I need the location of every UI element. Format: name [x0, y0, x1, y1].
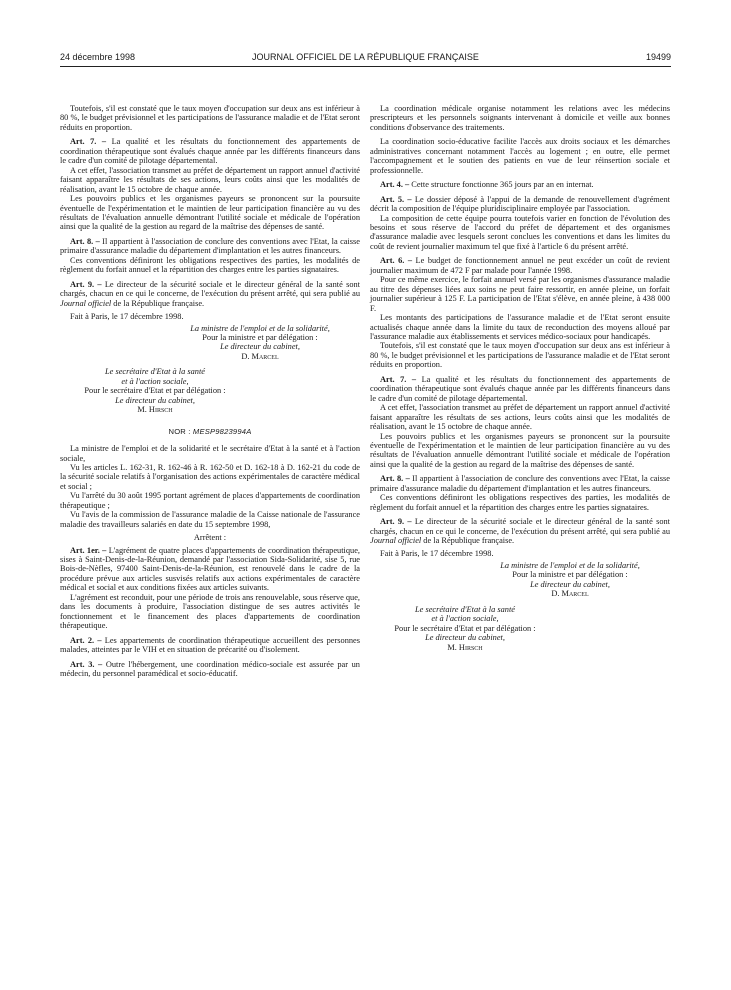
article-3: Art. 3. – Outre l'hébergement, une coordination médico-sociale est assurée par un médecin, du personnel paramédical et socio-éducatif. [60, 659, 360, 679]
article-8: Art. 8. – Il appartient à l'association de conclure des conventions avec l'Etat, la caisse primaire d'assurance maladie du département d'implantation et les autres financeurs. [60, 236, 360, 256]
done-at-paris: Fait à Paris, le 17 décembre 1998. [380, 549, 494, 559]
paragraph-coordination-medicale: La coordination médicale organise notamment les relations avec les médecins prescripteurs et les personnels soignants intervenant à domicile et veille aux bonnes conditions d'observance des traitements. [370, 104, 670, 132]
article-label: Art. 9. – [380, 517, 412, 527]
paragraph-toutefois: Toutefois, s'il est constaté que le taux moyen d'occupation sur deux ans est inférieur à 80 %, le budget prévisionnel et les participations de l'assurance maladie et de l'Etat seront réduits en proportion. [370, 341, 670, 370]
paragraph-reconduit: L'agrément est reconduit, pour une période de trois ans renouvelable, sous réserve que, dans les documents à produire, l'association distingue de ses autres activités le fonctionnement et le financement des places d'appartements de coordination thérapeutique. [60, 592, 360, 631]
paragraph-pouvoirs: Les pouvoirs publics et les organismes payeurs se prononcent sur la poursuite éventuelle de l'expérimentation et le maintien de leur participation financière au vu des résultats de l'évaluation annuelle démontrant l'utilité sociale et médicale de l'opération ainsi que la qualité de la gestion au regard de la maîtrise des dépenses de santé. [60, 194, 360, 232]
header-date: 24 décembre 1998 [60, 52, 136, 62]
signature-secretaire: Le secrétaire d'Etat à la santé et à l'action sociale, Pour le secrétaire d'Etat et par délégation : Le directeur du cabinet, M. Hirsch [84, 367, 226, 415]
left-column [60, 104, 360, 678]
nor-reference: NOR : MESP9823994A [168, 426, 252, 436]
article-label: Art. 4. – [380, 180, 410, 190]
paragraph-conventions: Ces conventions définiront les obligations respectives des parties, les modalités de règlement du forfait annuel et la répartition des charges entre les parties signataires. [60, 255, 360, 275]
article-label: Art. 9. – [70, 279, 102, 289]
article-label: Art. 1er. – [70, 545, 107, 555]
right-column [370, 104, 670, 652]
paragraph-exercice: Pour ce même exercice, le forfait annuel versé par les organismes d'assurance maladie au titre des dépenses liées aux soins ne peut faire ressortir, en année pleine, un forfait journalier supérieur à 125 F. La participation de l'Etat s'élève, en année pleine, à 438 000 F. [370, 275, 670, 313]
paragraph-coordination-socio: La coordination socio-éducative facilite l'accès aux droits sociaux et les démarches administratives concernant notamment l'accès au logement ; en outre, elle permet l'accompagnement et le soutien des patients en vue de leur réinsertion sociale et professionnelle. [370, 137, 670, 175]
article-2: Art. 2. – Les appartements de coordination thérapeutique accueillent des personnes malades, atteintes par le VIH et en situation de précarité ou d'isolement. [60, 635, 360, 655]
journal-officiel: Journal officiel [370, 536, 422, 546]
arretent: Arrêtent : [193, 533, 227, 543]
paragraph-montants: Les montants des participations de l'assurance maladie et de l'Etat seront ensuite actualisés chaque année dans la limite du taux de reconduction des moyens alloué par l'assurance maladie aux établissements et services médico-sociaux pour handicapés. [370, 313, 670, 341]
paragraph-ministre: La ministre de l'emploi et de la solidarité et le secrétaire d'Etat à la santé et à l'action sociale, [60, 444, 360, 463]
article-label: Art. 2. – [70, 635, 102, 645]
article-7: Art. 7. – La qualité et les résultats du fonctionnement des appartements de coordination thérapeutique sont évalués chaque année par les différents financeurs dans le cadre d'un comité de pilotage départemental. [370, 374, 670, 403]
article-label: Art. 7. – [70, 137, 107, 147]
header-page-number: 19499 [645, 52, 671, 62]
signature-ministre: La ministre de l'emploi et de la solidarité, Pour la ministre et par délégation : Le directeur du cabinet, D. Marcel [500, 560, 640, 599]
article-1: Art. 1er. – L'agrément de quatre places d'appartements de coordination thérapeutique, sises à Saint-Denis-de-la-Réunion, demandé par l'association Sida-Solidarité, sise 5, rue Bois-de-Nèfles, 97400 Saint-Denis-de-la-Réunion, est renouvelé dans le cadre de la procédure prévue aux articles susvisés relatifs aux actions expérimentales de caractère médical et social et aux conditions fixées aux articles suivants. [60, 545, 361, 593]
paragraph-vu-arrete: Vu l'arrêté du 30 août 1995 portant agrément de places d'appartements de coordination thérapeutique ; [60, 491, 360, 510]
article-4: Art. 4. – Cette structure fonctionne 365 jours par an en internat. [380, 180, 594, 190]
article-7: Art. 7. – La qualité et les résultats du fonctionnement des appartements de coordination thérapeutique sont évalués chaque année par les différents financeurs dans le cadre d'un comité de pilotage départemental. [60, 137, 360, 166]
paragraph-pouvoirs: Les pouvoirs publics et les organismes payeurs se prononcent sur la poursuite éventuelle de l'expérimentation et le maintien de leur participation financière au vu des résultats de l'évaluation annuelle démontrant l'utilité sociale et médicale de l'opération ainsi que la qualité de la gestion au regard de la maîtrise des dépenses de santé. [370, 431, 670, 469]
article-label: Art. 8. – [380, 474, 410, 484]
paragraph-toutefois: Toutefois, s'il est constaté que le taux moyen d'occupation sur deux ans est inférieur à 80 %, le budget prévisionnel et les participations de l'assurance maladie et de l'Etat seront réduits en proportion. [60, 104, 360, 132]
article-8: Art. 8. – Il appartient à l'association de conclure des conventions avec l'Etat, la caisse primaire d'assurance maladie du département d'implantation et les autres financeurs. [370, 474, 670, 493]
signature-ministre: La ministre de l'emploi et de la solidarité, Pour la ministre et par délégation : Le directeur du cabinet, D. Marcel [190, 323, 330, 361]
paragraph-conventions: Ces conventions définiront les obligations respectives des parties, les modalités de règlement du forfait annuel et la répartition des charges entre les parties signataires. [370, 493, 670, 512]
paragraph-effet: A cet effet, l'association transmet au préfet de département un rapport annuel d'activité faisant apparaître les résultats de ses actions, leurs coûts ainsi que les modalités de réalisation, avant le 15 octobre de chaque année. [60, 165, 360, 194]
article-label: Art. 5. – [380, 194, 412, 204]
article-9: Art. 9. – Le directeur de la sécurité sociale et le directeur général de la santé sont chargés, chacun en ce qui le concerne, de l'exécution du présent arrêté, qui sera publié au Journal officiel de la République française. [60, 279, 360, 308]
paragraph-vu-articles: Vu les articles L. 162-31, R. 162-46 à R. 162-50 et D. 162-18 à D. 162-21 du code de la sécurité sociale relatifs à l'organisation des actions expérimentales de caractère médical et social ; [60, 462, 360, 491]
article-label: Art. 8. – [70, 236, 100, 246]
paragraph-composition: La composition de cette équipe pourra toutefois varier en fonction de l'évolution des besoins et sous réserve de l'accord du préfet de département et des organismes d'assurance maladie avec lesquels seront conclues les conventions et dans les limites du coût de revient journalier maximum tel que fixé à l'article 6 du présent arrêté. [370, 213, 670, 251]
done-at-paris: Fait à Paris, le 17 décembre 1998. [70, 312, 184, 322]
paragraph-vu-avis: Vu l'avis de la commission de l'assurance maladie de la Caisse nationale de l'assurance maladie des travailleurs salariés en date du 15 septembre 1998, [60, 510, 360, 529]
article-label: Art. 6. – [380, 256, 413, 266]
paragraph-effet: A cet effet, l'association transmet au préfet de département un rapport annuel d'activité faisant apparaître les résultats de ses actions, leurs coûts ainsi que les modalités de réalisation, avant le 15 octobre de chaque année. [370, 403, 670, 432]
header-rule [60, 66, 671, 67]
article-label: Art. 3. – [70, 659, 103, 669]
signature-secretaire: Le secrétaire d'Etat à la santé et à l'action sociale, Pour le secrétaire d'Etat et par délégation : Le directeur du cabinet, M. Hirsch [394, 604, 536, 652]
article-9: Art. 9. – Le directeur de la sécurité sociale et le directeur général de la santé sont chargés, chacun en ce qui le concerne, de l'exécution du présent arrêté, qui sera publié au Journal officiel de la République française. [370, 517, 670, 546]
article-6: Art. 6. – Le budget de fonctionnement annuel ne peut excéder un coût de revient journalier maximum de 472 F par malade pour l'année 1998. [370, 256, 670, 275]
journal-officiel: Journal officiel [60, 298, 112, 308]
page-header [60, 52, 671, 64]
header-journal-title: JOURNAL OFFICIEL DE LA RÉPUBLIQUE FRANÇAISE [252, 52, 479, 62]
article-label: Art. 7. – [380, 374, 417, 384]
article-5: Art. 5. – Le dossier déposé à l'appui de la demande de renouvellement d'agrément décrit la composition de l'équipe pluridisciplinaire employée par l'association. [370, 194, 670, 214]
